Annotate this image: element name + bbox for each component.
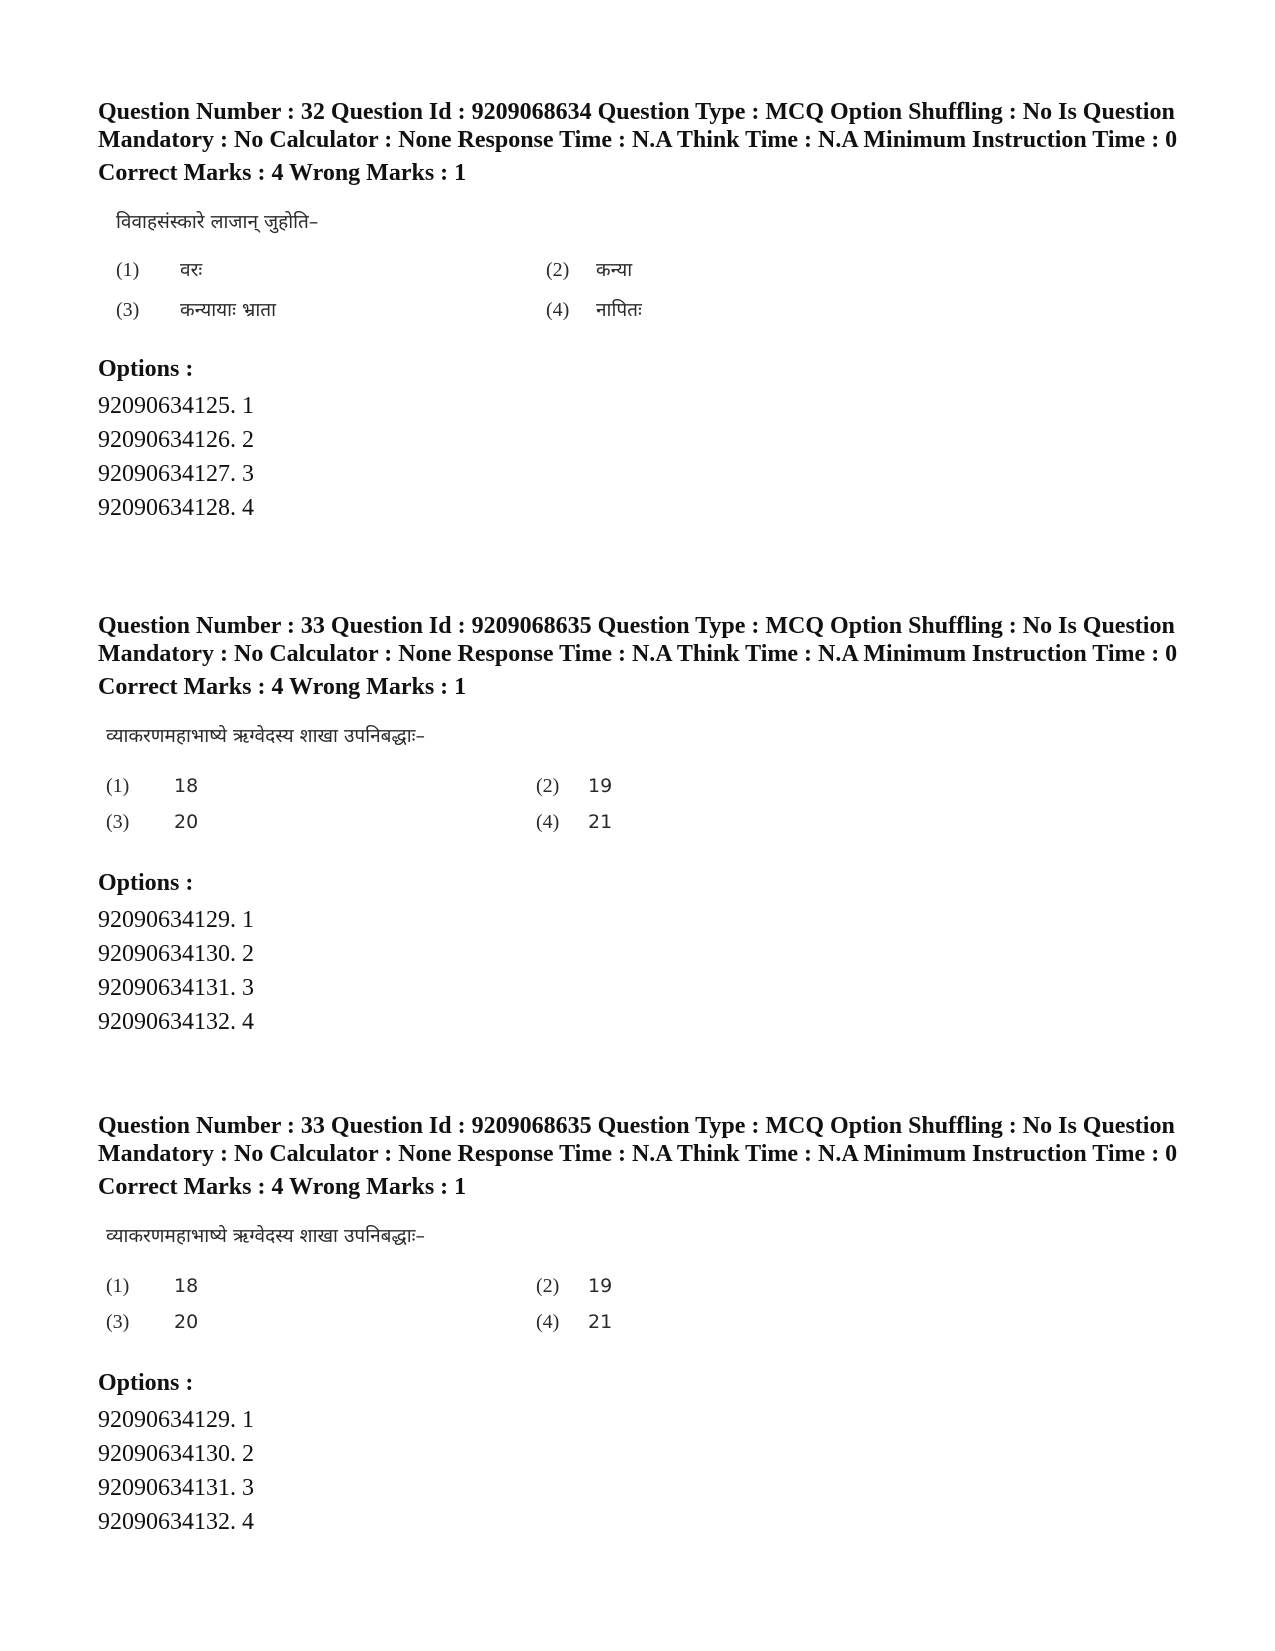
- options-heading: Options :: [98, 870, 194, 896]
- option-item: 92090634125. 1: [98, 393, 254, 419]
- choice-number: (2): [536, 1275, 560, 1297]
- question-marks: Correct Marks : 4 Wrong Marks : 1: [98, 160, 467, 186]
- option-item: 92090634131. 3: [98, 975, 254, 1001]
- option-item: 92090634130. 2: [98, 941, 254, 967]
- option-item: 92090634132. 4: [98, 1009, 254, 1035]
- choice-number: (4): [536, 811, 560, 833]
- question-image: [98, 205, 1178, 355]
- choice-text: वरः: [180, 259, 203, 281]
- choice-text: 18: [174, 775, 199, 797]
- options-list: [98, 903, 1178, 1039]
- choice-number: (1): [106, 1275, 130, 1297]
- question-marks: Correct Marks : 4 Wrong Marks : 1: [98, 1174, 467, 1200]
- question-block: [98, 98, 1178, 525]
- options-list: [98, 1403, 1178, 1539]
- choice-number: (4): [536, 1311, 560, 1333]
- question-stem: विवाहसंस्कारे लाजान् जुहोति–: [116, 211, 319, 233]
- choice-text: 20: [174, 1311, 199, 1333]
- question-stem: व्याकरणमहाभाष्ये ऋग्वेदस्य शाखा उपनिबद्धाः–: [106, 1225, 425, 1247]
- choice-text: कन्यायाः भ्राता: [180, 299, 276, 321]
- options-list: [98, 389, 1178, 525]
- choice-text: 20: [174, 811, 199, 833]
- choice-number: (1): [116, 259, 140, 281]
- choice-number: (2): [536, 775, 560, 797]
- question-stem: व्याकरणमहाभाष्ये ऋग्वेदस्य शाखा उपनिबद्धाः–: [106, 725, 425, 747]
- option-item: 92090634127. 3: [98, 461, 254, 487]
- question-meta: Question Number : 32 Question Id : 9209068634 Question Type : MCQ Option Shuffling : No Is Question Mandatory : No Calculator : None Response Time : N.A Think Time : N.A Minimum Instruction Time : 0: [98, 99, 1178, 153]
- option-item: 92090634130. 2: [98, 1441, 254, 1467]
- choice-number: (4): [546, 299, 570, 321]
- question-block: [98, 1112, 1178, 1539]
- option-item: 92090634131. 3: [98, 1475, 254, 1501]
- option-item: 92090634129. 1: [98, 1407, 254, 1433]
- choice-text: 21: [588, 1311, 613, 1333]
- question-meta: Question Number : 33 Question Id : 9209068635 Question Type : MCQ Option Shuffling : No Is Question Mandatory : No Calculator : None Response Time : N.A Think Time : N.A Minimum Instruction Time : 0: [98, 1113, 1178, 1167]
- question-image: [98, 719, 1178, 869]
- option-item: 92090634132. 4: [98, 1509, 254, 1535]
- option-item: 92090634126. 2: [98, 427, 254, 453]
- choice-text: 19: [588, 1275, 613, 1297]
- choice-number: (2): [546, 259, 570, 281]
- option-item: 92090634128. 4: [98, 495, 254, 521]
- choice-text: 21: [588, 811, 613, 833]
- question-block: [98, 612, 1178, 1039]
- choice-number: (1): [106, 775, 130, 797]
- choice-number: (3): [106, 1311, 130, 1333]
- choice-text: 18: [174, 1275, 199, 1297]
- choice-text: कन्या: [596, 259, 633, 281]
- question-marks: Correct Marks : 4 Wrong Marks : 1: [98, 674, 467, 700]
- choice-text: नापितः: [596, 299, 642, 321]
- choice-number: (3): [116, 299, 140, 321]
- options-heading: Options :: [98, 356, 194, 382]
- question-meta: Question Number : 33 Question Id : 9209068635 Question Type : MCQ Option Shuffling : No Is Question Mandatory : No Calculator : None Response Time : N.A Think Time : N.A Minimum Instruction Time : 0: [98, 613, 1178, 667]
- options-heading: Options :: [98, 1370, 194, 1396]
- choice-number: (3): [106, 811, 130, 833]
- choice-text: 19: [588, 775, 613, 797]
- option-item: 92090634129. 1: [98, 907, 254, 933]
- question-image: [98, 1219, 1178, 1369]
